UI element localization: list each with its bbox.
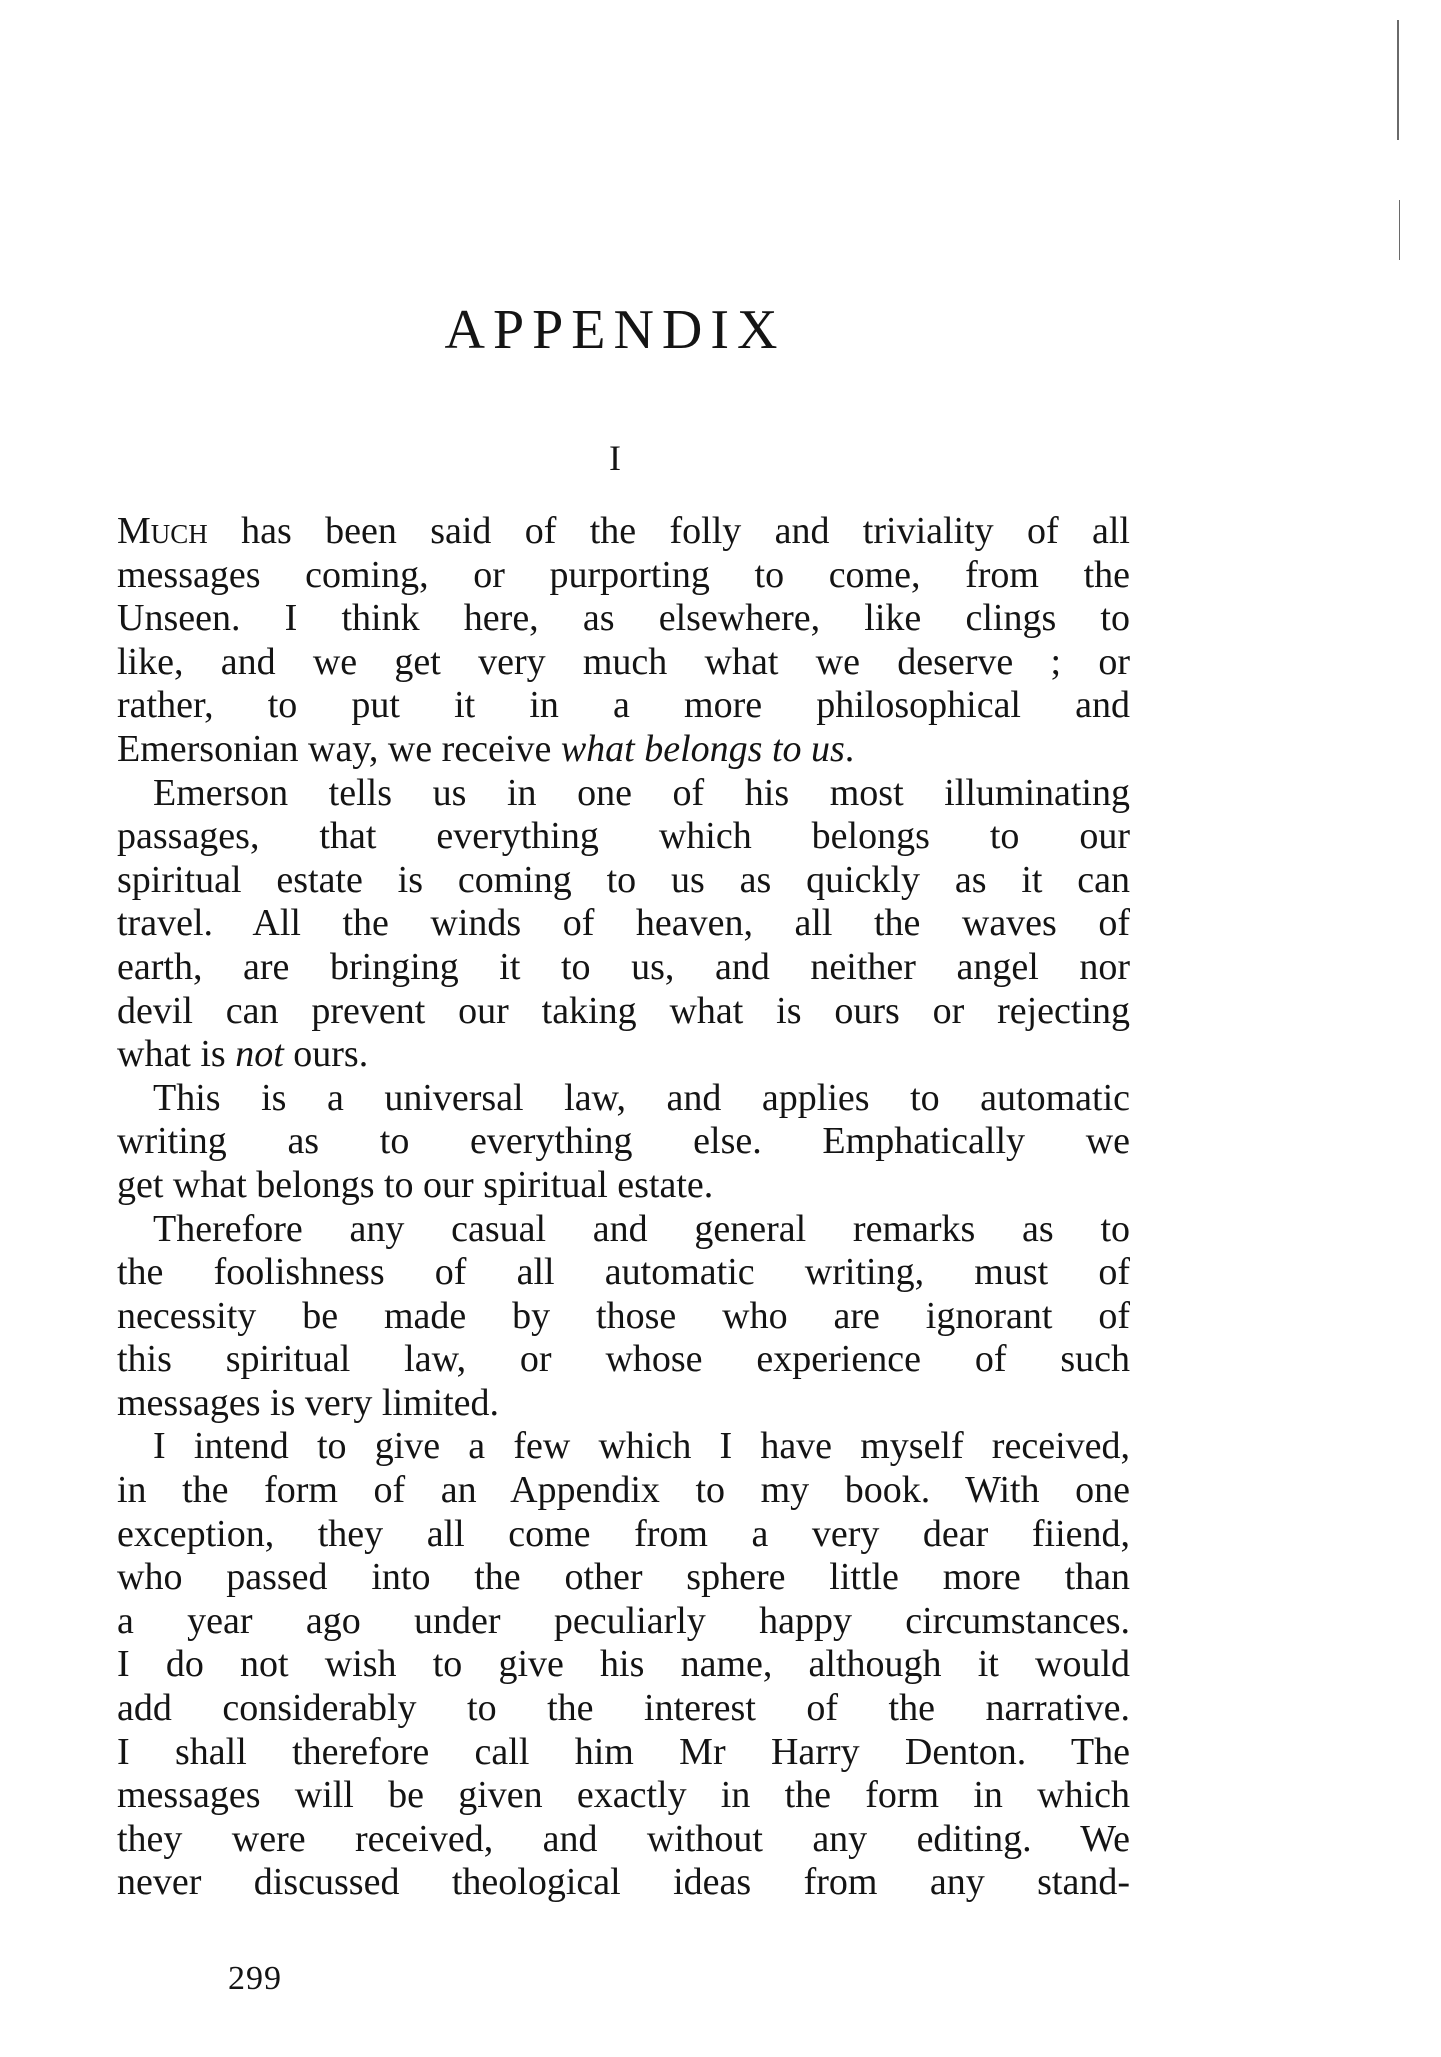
text-line <box>117 1033 1130 1077</box>
text-line <box>117 1556 1130 1600</box>
text-line <box>117 1077 1130 1121</box>
line-text: ours. <box>283 1033 369 1076</box>
text-line <box>117 1469 1130 1513</box>
text-line <box>117 772 1130 816</box>
line-text: Therefore any casual and general remarks as to <box>153 1207 1130 1250</box>
line-text: passages, that everything which belongs to our <box>117 815 1130 858</box>
line-text: Emerson tells us in one of his most illuminating <box>153 771 1130 814</box>
italic-phrase: not <box>235 1033 284 1076</box>
italic-phrase: what belongs to us <box>560 727 845 770</box>
first-line-text: has been said of the folly and triviality of all <box>207 510 1130 552</box>
text-line <box>117 859 1130 903</box>
text-line <box>117 1818 1130 1862</box>
line-text: add considerably to the interest of the narrative. <box>117 1687 1130 1730</box>
text-line <box>117 1774 1130 1818</box>
line-text: I shall therefore call him Mr Harry Denton. The <box>117 1730 1130 1773</box>
line-text: travel. All the winds of heaven, all the waves of <box>117 902 1130 945</box>
line-text: like, and we get very much what we deserve ; or <box>117 640 1130 683</box>
text-line <box>117 1251 1130 1295</box>
line-text: in the form of an Appendix to my book. With one <box>117 1469 1130 1512</box>
line-text: spiritual estate is coming to us as quickly as it can <box>117 858 1130 901</box>
line-text: a year ago under peculiarly happy circumstances. <box>117 1599 1130 1642</box>
line-text: . <box>844 727 855 770</box>
text-line <box>117 641 1130 685</box>
line-text: get what belongs to our spiritual estate. <box>117 1163 714 1206</box>
line-text: what is <box>117 1033 236 1076</box>
text-line <box>117 1120 1130 1164</box>
line-text: writing as to everything else. Emphatically we <box>117 1120 1130 1163</box>
text-line <box>117 1382 1130 1426</box>
margin-rule <box>1397 20 1399 140</box>
line-text: this spiritual law, or whose experience of such <box>117 1338 1130 1381</box>
line-text: necessity be made by those who are ignorant of <box>117 1294 1130 1337</box>
text-line <box>117 1600 1130 1644</box>
text-line <box>117 990 1130 1034</box>
text-line <box>117 815 1130 859</box>
line-text: earth, are bringing it to us, and neither angel nor <box>117 945 1130 988</box>
line-text: Emersonian way, we receive <box>117 727 561 770</box>
line-text: rather, to put it in a more philosophical and <box>117 684 1130 727</box>
line-text: I intend to give a few which I have myself received, <box>153 1425 1130 1468</box>
line-text: messages coming, or purporting to come, from the <box>117 553 1130 596</box>
body-text <box>117 510 1130 1905</box>
line-text: who passed into the other sphere little more than <box>117 1556 1130 1599</box>
text-line <box>117 1338 1130 1382</box>
appendix-heading: APPENDIX <box>444 299 786 361</box>
line-text: never discussed theological ideas from any stand- <box>117 1861 1130 1904</box>
text-line <box>117 1731 1130 1775</box>
line-text: devil can prevent our taking what is ours or rejecting <box>117 989 1130 1032</box>
line-text: exception, they all come from a very dear fiiend, <box>117 1512 1130 1555</box>
text-line <box>117 554 1130 598</box>
text-line <box>117 728 1130 772</box>
text-line <box>117 902 1130 946</box>
line-text: I do not wish to give his name, although it would <box>117 1643 1130 1686</box>
line-text: messages is very limited. <box>117 1381 500 1424</box>
line-text: messages will be given exactly in the form in which <box>117 1774 1130 1817</box>
page-number: 299 <box>228 1960 282 1997</box>
margin-rule <box>1399 200 1400 260</box>
line-text: Unseen. I think here, as elsewhere, like clings to <box>117 597 1130 640</box>
text-line <box>117 1687 1130 1731</box>
text-line <box>117 1513 1130 1557</box>
text-line <box>117 946 1130 990</box>
opening-small-caps: Much <box>117 510 208 552</box>
text-line <box>117 597 1130 641</box>
line-text: This is a universal law, and applies to automatic <box>153 1076 1130 1119</box>
text-line <box>117 1208 1130 1252</box>
text-line <box>117 510 1130 554</box>
text-line <box>117 1861 1130 1905</box>
text-line <box>117 1643 1130 1687</box>
text-line <box>117 1425 1130 1469</box>
text-line <box>117 684 1130 728</box>
text-line <box>117 1295 1130 1339</box>
line-text: the foolishness of all automatic writing, must of <box>117 1251 1130 1294</box>
text-line <box>117 1164 1130 1208</box>
line-text: they were received, and without any editing. We <box>117 1817 1130 1860</box>
section-number: I <box>609 438 621 478</box>
